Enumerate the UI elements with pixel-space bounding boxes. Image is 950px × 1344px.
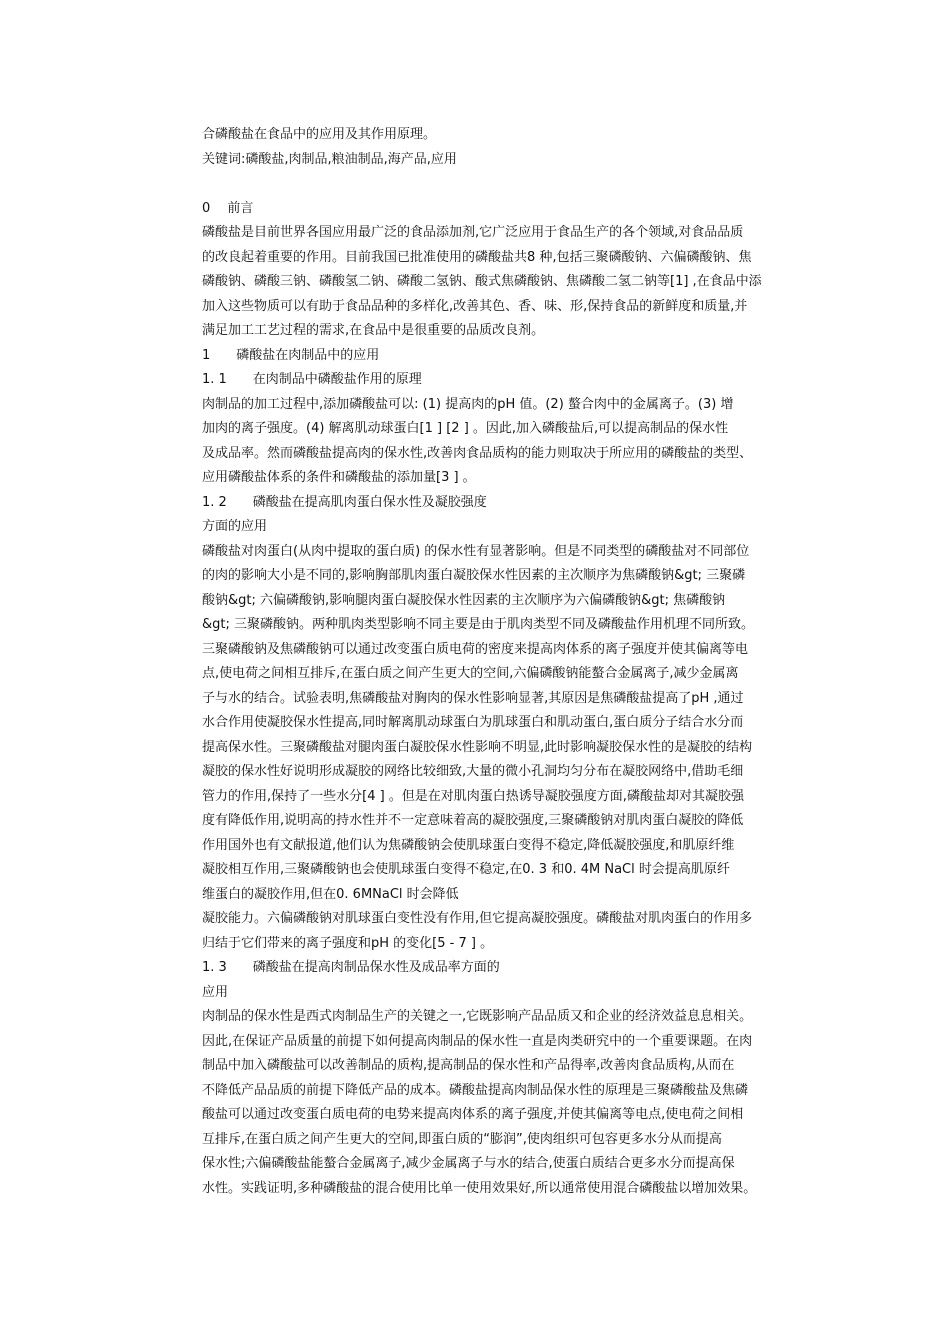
text-line: 肉制品的保水性是西式肉制品生产的关键之一,它既影响产品品质又和企业的经济效益息息相关。 xyxy=(202,1009,753,1024)
text-line: &gt; 三聚磷酸钠。两种肌肉类型影响不同主要是由于肌肉类型不同及磷酸盐作用机理不同所致。 xyxy=(202,617,754,632)
text-line: 互排斥,在蛋白质之间产生更大的空间,即蛋白质的“膨润”,使肉组织可包容更多水分从而提高 xyxy=(202,1131,722,1147)
text-line: 应用磷酸盐体系的条件和磷酸盐的添加量[3 ] 。 xyxy=(202,470,476,485)
text-line: 制品中加入磷酸盐可以改善制品的质构,提高制品的保水性和产品得率,改善肉食品质构,从而在 xyxy=(202,1058,735,1073)
document-body xyxy=(202,123,822,1201)
text-line: 三聚磷酸钠及焦磷酸钠可以通过改变蛋白质电荷的密度来提高肉体系的离子强度并使其偏离等电 xyxy=(202,641,749,657)
text-line: 作用国外也有文献报道,他们认为焦磷酸钠会使肌球蛋白变得不稳定,降低凝胶强度,和肌原纤维 xyxy=(202,837,735,853)
subsection-heading: 应用 xyxy=(202,984,229,1000)
text-line: 保水性;六偏磷酸盐能螯合金属离子,减少金属离子与水的结合,使蛋白质结合更多水分而提高保 xyxy=(202,1156,735,1171)
text-line: 加入这些物质可以有助于食品品种的多样化,改善其色、香、味、形,保持食品的新鲜度和质量,并 xyxy=(202,298,748,314)
text-line: 水性。实践证明,多种磷酸盐的混合使用比单一使用效果好,所以通常使用混合磷酸盐以增加效果。 xyxy=(202,1180,757,1196)
blank-line xyxy=(202,172,822,197)
text-line: 及成品率。然而磷酸盐提高肉的保水性,改善肉食品质构的能力则取决于所应用的磷酸盐的类型、 xyxy=(202,445,753,461)
section-heading: 1 磷酸盐在肉制品中的应用 xyxy=(202,347,380,363)
text-line: 管力的作用,保持了一些水分[4 ] 。但是在对肌肉蛋白热诱导凝胶强度方面,磷酸盐却对其凝胶强 xyxy=(202,788,744,804)
text-line: 的肉的影响大小是不同的,影响胸部肌肉蛋白凝胶保水性因素的主次顺序为焦磷酸钠&gt; 三聚磷 xyxy=(202,568,746,583)
text-line: 提高保水性。三聚磷酸盐对腿肉蛋白凝胶保水性影响不明显,此时影响凝胶保水性的是凝胶的结构 xyxy=(202,739,753,755)
text-line: 凝胶的保水性好说明形成凝胶的网络比较细致,大量的微小孔洞均匀分布在凝胶网络中,借助毛细 xyxy=(202,764,744,779)
text-line: 酸钠&gt; 六偏磷酸钠,影响腿肉蛋白凝胶保水性因素的主次顺序为六偏磷酸钠&gt; 焦磷酸钠 xyxy=(202,592,726,608)
text-line: 子与水的结合。试验表明,焦磷酸盐对胸肉的保水性影响显著,其原因是焦磷酸盐提高了pH ,通过 xyxy=(202,690,744,706)
text-line: 磷酸盐对肉蛋白(从肉中提取的蛋白质) 的保水性有显著影响。但是不同类型的磷酸盐对不同部位 xyxy=(202,543,750,559)
text-line: 点,使电荷之间相互排斥,在蛋白质之间产生更大的空间,六偏磷酸钠能螯合金属离子,减少金属离 xyxy=(202,666,739,681)
subsection-heading: 1. 1 在肉制品中磷酸盐作用的原理 xyxy=(202,372,422,387)
subsection-heading: 1. 2 磷酸盐在提高肌肉蛋白保水性及凝胶强度 xyxy=(202,494,487,510)
text-line: 满足加工工艺过程的需求,在食品中是很重要的品质改良剂。 xyxy=(202,323,545,338)
text-line: 水合作用使凝胶保水性提高,同时解离肌动球蛋白为肌球蛋白和肌动蛋白,蛋白质分子结合水分而 xyxy=(202,715,744,730)
text-line: 合磷酸盐在食品中的应用及其作用原理。 xyxy=(202,127,437,142)
text-line: 磷酸钠、磷酸三钠、磷酸氢二钠、磷酸二氢钠、酸式焦磷酸钠、焦磷酸二氢二钠等[1] ,在食品中添 xyxy=(202,274,762,289)
text-line: 磷酸盐是目前世界各国应用最广泛的食品添加剂,它广泛应用于食品生产的各个领域,对食品品质 xyxy=(202,225,744,240)
text-line: 凝胶能力。六偏磷酸钠对肌球蛋白变性没有作用,但它提高凝胶强度。磷酸盐对肌肉蛋白的作用多 xyxy=(202,911,753,926)
subsection-heading: 1. 3 磷酸盐在提高肉制品保水性及成品率方面的 xyxy=(202,960,500,975)
text-line: 因此,在保证产品质量的前提下如何提高肉制品的保水性一直是肉类研究中的一个重要课题。在肉 xyxy=(202,1033,753,1049)
text-line: 度有降低作用,说明高的持水性并不一定意味着高的凝胶强度,三聚磷酸钠对肌肉蛋白凝胶的降低 xyxy=(202,813,744,828)
text-line: 凝胶相互作用,三聚磷酸钠也会使肌球蛋白变得不稳定,在0. 3 和0. 4M NaCl 时会提高肌原纤 xyxy=(202,862,730,877)
section-heading: 0 前言 xyxy=(202,200,254,216)
keywords-line: 关键词:磷酸盐,肉制品,粮油制品,海产品,应用 xyxy=(202,151,457,167)
text-line: 不降低产品品质的前提下降低产品的成本。磷酸盐提高肉制品保水性的原理是三聚磷酸盐及焦磷 xyxy=(202,1082,749,1098)
text-line: 加肉的离子强度。(4) 解离肌动球蛋白[1 ] [2 ] 。因此,加入磷酸盐后,可以提高制品的保水性 xyxy=(202,421,729,436)
text-line: 肉制品的加工过程中,添加磷酸盐可以: (1) 提高肉的pH 值。(2) 螯合肉中的金属离子。(3) 增 xyxy=(202,396,734,412)
subsection-heading: 方面的应用 xyxy=(202,519,268,534)
text-line: 归结于它们带来的离子强度和pH 的变化[5 - 7 ] 。 xyxy=(202,935,494,951)
text-line: 维蛋白的凝胶作用,但在0. 6MNaCl 时会降低 xyxy=(202,886,459,902)
text-line: 酸盐可以通过改变蛋白质电荷的电势来提高肉体系的离子强度,并使其偏离等电点,使电荷之间相 xyxy=(202,1107,744,1122)
text-line: 的改良起着重要的作用。目前我国已批准使用的磷酸盐共8 种,包括三聚磷酸钠、六偏磷酸钠、焦 xyxy=(202,249,752,265)
